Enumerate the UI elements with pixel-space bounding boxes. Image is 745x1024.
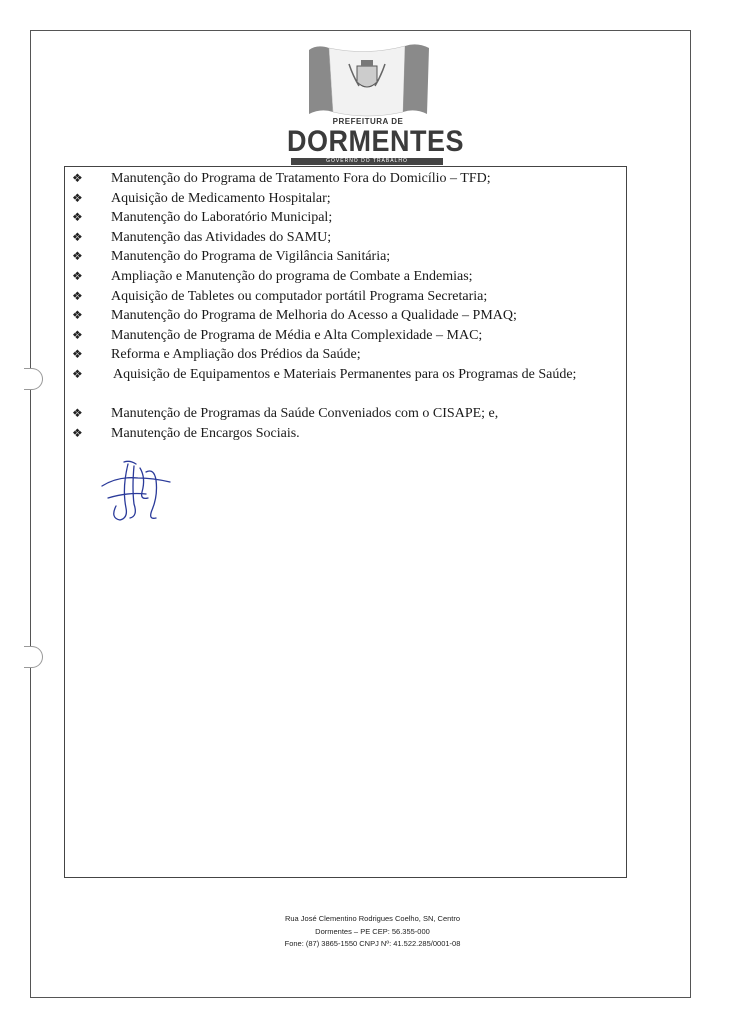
flag-emblem-icon: [287, 42, 449, 118]
list-item-text: Manutenção das Atividades do SAMU;: [111, 229, 332, 245]
diamond-bullet-icon: ❖: [72, 327, 83, 342]
expense-item-list: [65, 169, 628, 443]
list-item-text: Manutenção do Programa de Vigilância Sanitária;: [111, 249, 391, 265]
list-item: [65, 169, 628, 189]
diamond-bullet-icon: ❖: [72, 366, 83, 381]
list-item-text: Manutenção do Programa de Melhoria do Acesso a Qualidade – PMAQ;: [111, 308, 517, 324]
list-item: [65, 208, 628, 228]
footer-street: Rua José Clementino Rodrigues Coelho, SN, Centro: [284, 914, 461, 923]
logo-line-1: PREFEITURA DE: [332, 117, 404, 126]
list-item: [65, 189, 628, 209]
diamond-bullet-icon: ❖: [72, 347, 83, 362]
list-item: [65, 306, 628, 326]
list-item-text: Aquisição de Tabletes ou computador portátil Programa Secretaria;: [111, 288, 488, 304]
list-item-text: Manutenção de Programas da Saúde Conveniados com o CISAPE; e,: [111, 405, 499, 421]
diamond-bullet-icon: ❖: [72, 229, 83, 244]
list-item-text: Ampliação e Manutenção do programa de Combate a Endemias;: [111, 268, 473, 284]
list-item: [65, 424, 628, 444]
diamond-bullet-icon: ❖: [72, 210, 83, 225]
list-item-text: Manutenção de Encargos Sociais.: [111, 425, 300, 441]
logo-line-2: DORMENTES: [287, 124, 465, 158]
list-item: [65, 404, 628, 424]
diamond-bullet-icon: ❖: [72, 171, 83, 185]
list-item-text: Manutenção de Programa de Média e Alta Complexidade – MAC;: [111, 327, 483, 343]
list-item-text: Aquisição de Equipamentos e Materiais Permanentes para os Programas de Saúde;: [113, 366, 577, 382]
diamond-bullet-icon: ❖: [72, 249, 83, 264]
list-item-text: Aquisição de Medicamento Hospitalar;: [111, 190, 331, 206]
list-item: [65, 365, 628, 404]
footer-city: Dormentes – PE CEP: 56.355-000: [315, 926, 430, 936]
diamond-bullet-icon: ❖: [72, 425, 83, 440]
list-item-text: Reforma e Ampliação dos Prédios da Saúde;: [111, 347, 361, 363]
list-item: [65, 287, 628, 307]
list-item: [65, 267, 628, 287]
list-item: [65, 345, 628, 365]
list-item: [65, 247, 628, 267]
diamond-bullet-icon: ❖: [72, 288, 83, 303]
municipality-logo: [287, 42, 465, 166]
logo-line-3: GOVERNO DO TRABALHO: [291, 158, 443, 165]
list-item: [65, 326, 628, 346]
diamond-bullet-icon: ❖: [72, 308, 83, 323]
list-item-text: Manutenção do Laboratório Municipal;: [111, 210, 333, 226]
list-item-text: Manutenção do Programa de Tratamento Fora do Domicílio – TFD;: [111, 171, 491, 186]
footer-address: [200, 913, 545, 951]
footer-contact: Fone: (87) 3865-1550 CNPJ Nº: 41.522.285/0001-08: [284, 939, 461, 948]
diamond-bullet-icon: ❖: [72, 268, 83, 283]
list-item: [65, 228, 628, 248]
diamond-bullet-icon: ❖: [72, 405, 83, 420]
diamond-bullet-icon: ❖: [72, 190, 83, 205]
handwritten-signature: [98, 458, 174, 524]
